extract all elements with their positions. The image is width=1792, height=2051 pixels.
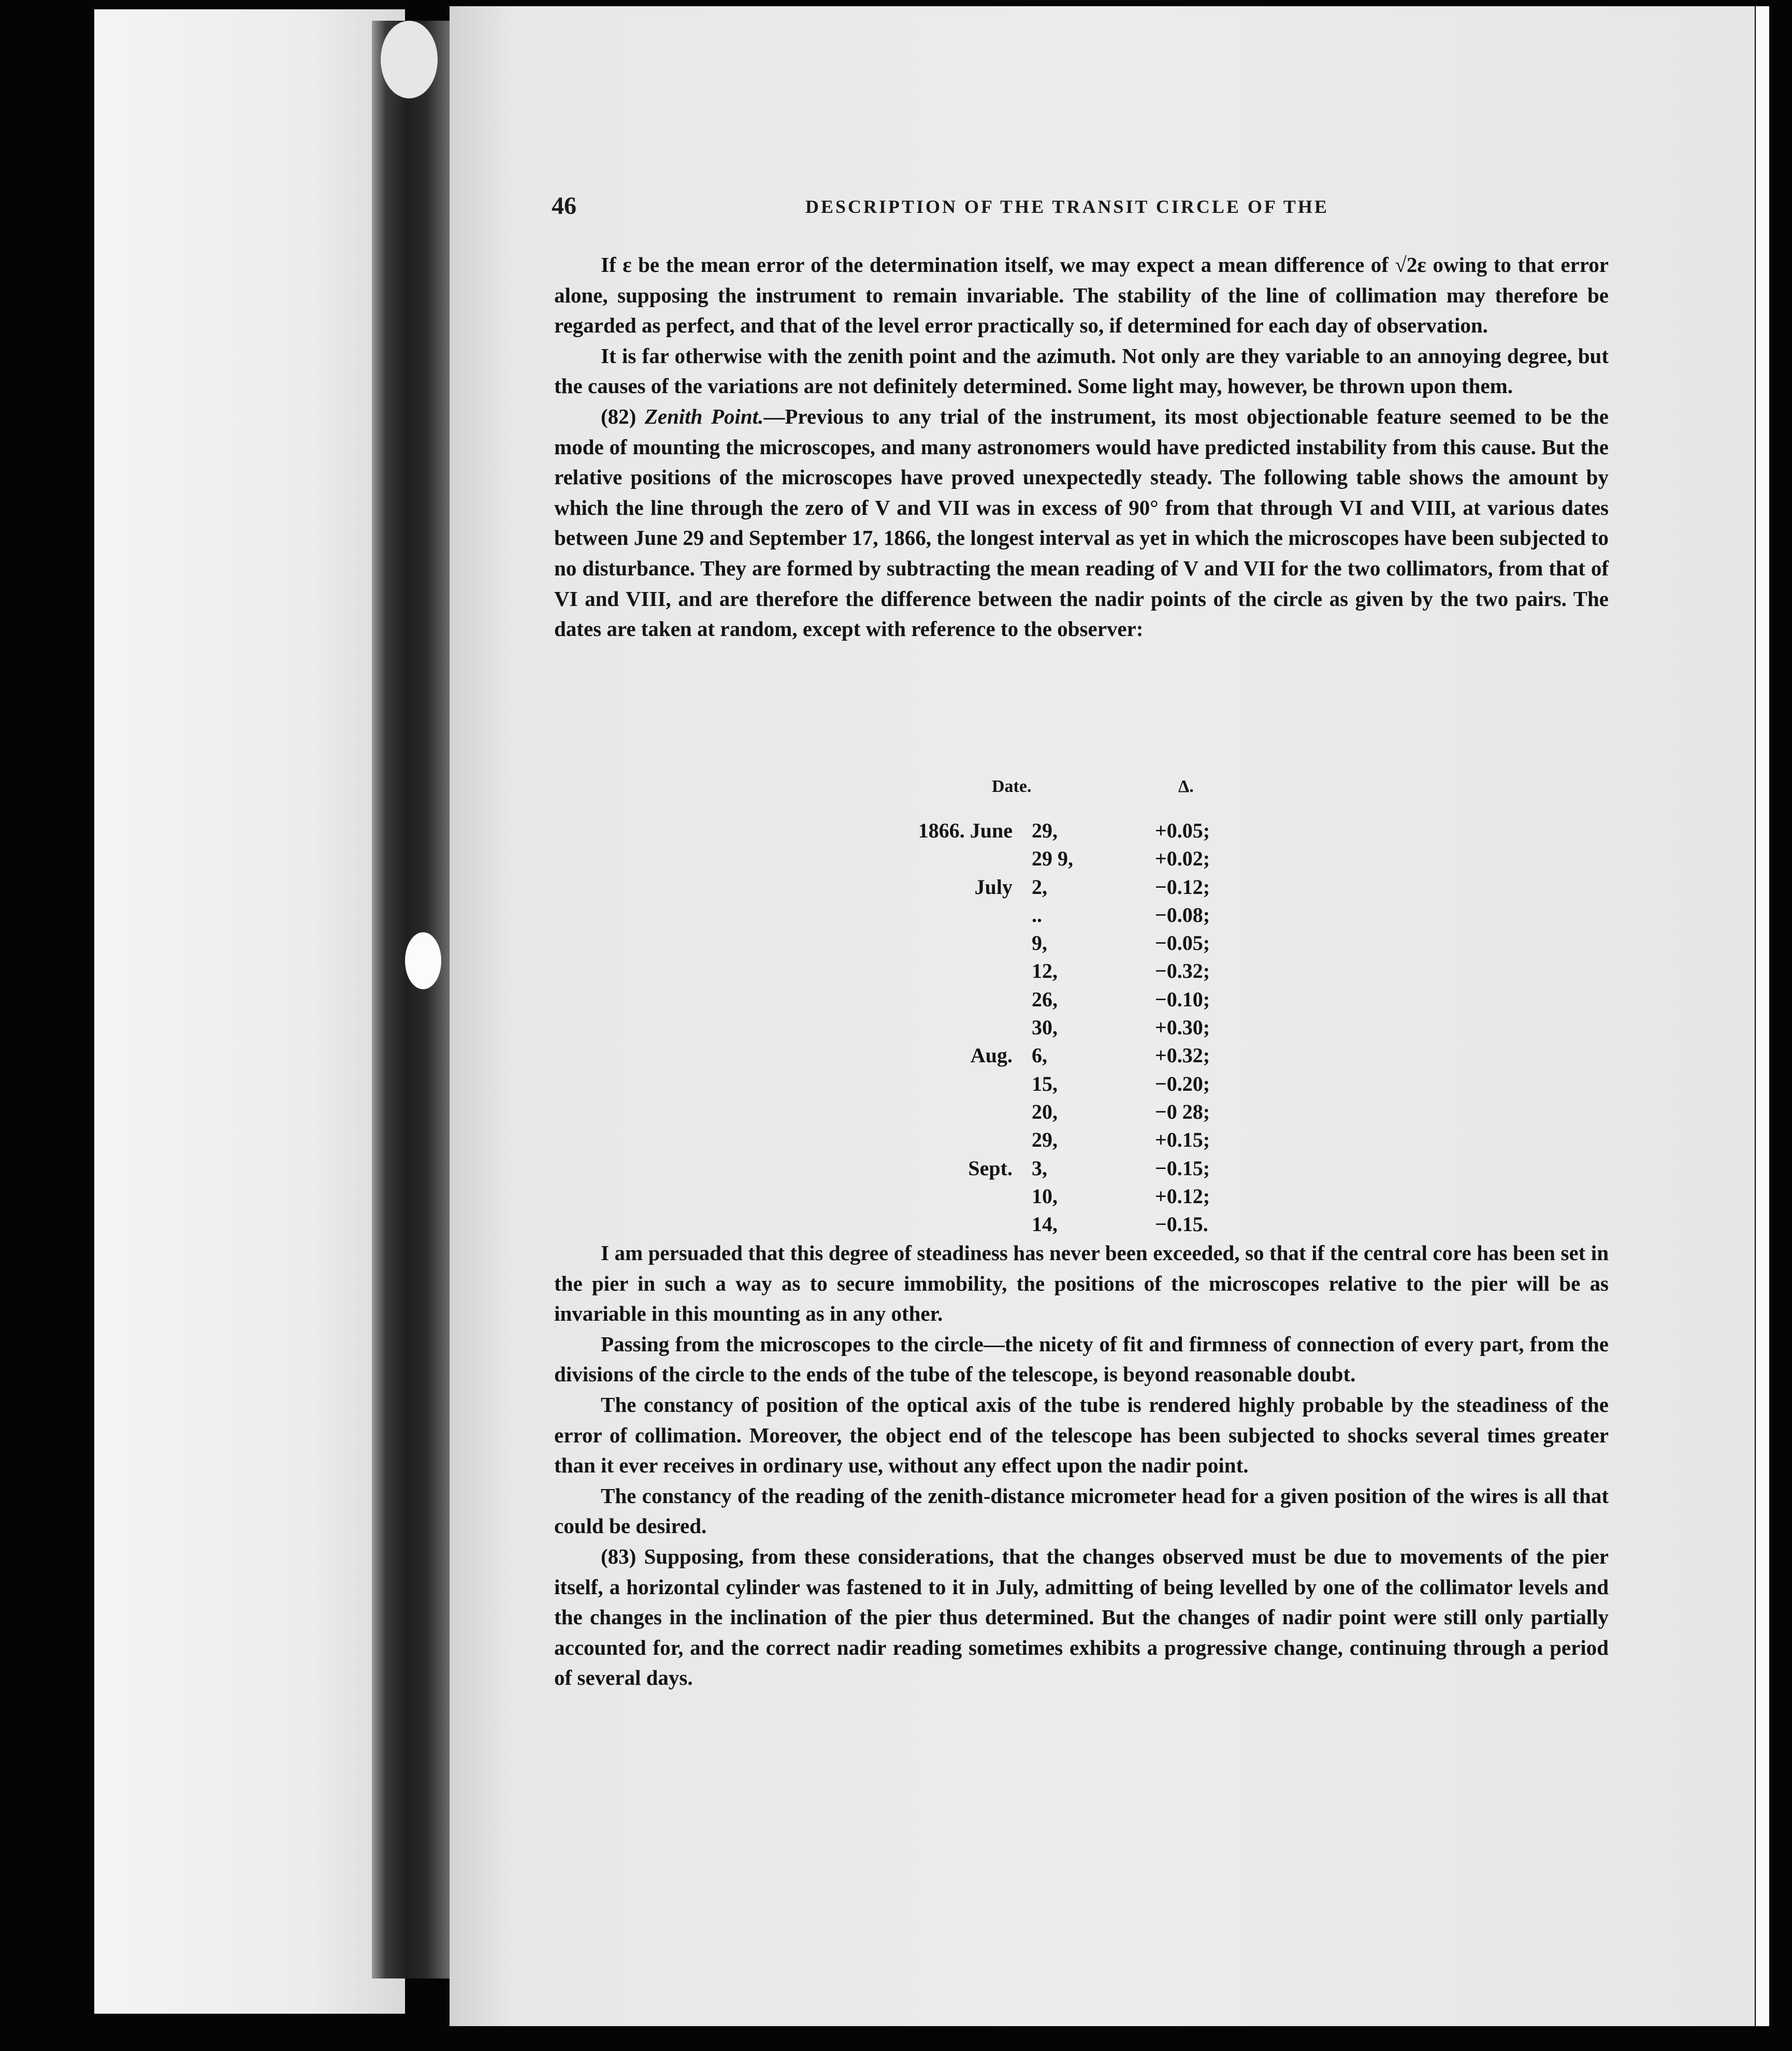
- table-row: [922, 846, 1284, 874]
- table-row: [922, 1184, 1284, 1212]
- cell-day: 14,: [1032, 1212, 1058, 1236]
- paragraph: The constancy of the reading of the zenith-distance micrometer head for a given position of the wires is all that could be desired.: [554, 1483, 1609, 1538]
- cell-delta: −0.08;: [1155, 903, 1210, 927]
- page-edge: [1756, 6, 1769, 2026]
- cell-day: 12,: [1032, 959, 1058, 983]
- cell-day: 30,: [1032, 1016, 1058, 1039]
- paragraph: If ε be the mean error of the determination itself, we may expect a mean difference of √2ε owing to that error alone, supposing the instrument to remain invariable. The stability of the line of collimation may therefore be regarded as perfect, and that of the level error practically so, if determined for each day of observation.: [554, 253, 1609, 338]
- book-binding: [372, 21, 450, 1978]
- text-block-top: [554, 250, 1609, 644]
- paragraph: Passing from the microscopes to the circle—the nicety of fit and firmness of connection of every part, from the divisions of the circle to the ends of the tube of the telescope, is beyond reasonable doubt.: [554, 1332, 1609, 1386]
- cell-delta: +0.15;: [1155, 1128, 1210, 1152]
- cell-delta: +0.32;: [1155, 1044, 1210, 1067]
- table-row: [922, 1212, 1284, 1240]
- cell-delta: +0.12;: [1155, 1184, 1210, 1208]
- table-row: [922, 1043, 1284, 1071]
- paragraph-zenith-point: [554, 401, 1609, 644]
- paragraph: It is far otherwise with the zenith point and the azimuth. Not only are they variable to an annoying degree, but the causes of the variations are not definitely determined. Some light may, however, be thrown upon them.: [554, 343, 1609, 398]
- cell-day: 20,: [1032, 1100, 1058, 1123]
- cell-day: 26,: [1032, 987, 1058, 1011]
- table-row: [922, 1015, 1284, 1043]
- section-number: (82): [601, 404, 637, 428]
- table-header: [922, 777, 1284, 818]
- paragraph: (83) Supposing, from these considerations, that the changes observed must be due to movements of the pier itself, a horizontal cylinder was fastened to it in July, admitting of being levelled by one of the collimator levels and the changes in the inclination of the pier thus determined. But the changes of nadir point were still only partially accounted for, and the correct nadir reading sometimes exhibits a progressive change, continuing through a period of several days.: [554, 1544, 1609, 1690]
- page-number: 46: [552, 192, 576, 220]
- cell-day: 29,: [1032, 1128, 1058, 1152]
- column-header-delta: Δ.: [1178, 777, 1194, 796]
- cell-day: 6,: [1032, 1044, 1047, 1067]
- table-row: [922, 1100, 1284, 1128]
- table-row: [922, 959, 1284, 987]
- cell-delta: −0 28;: [1155, 1100, 1210, 1123]
- page-header: [552, 192, 1608, 228]
- cell-delta: −0.20;: [1155, 1072, 1210, 1095]
- nadir-difference-table: [918, 777, 1284, 1240]
- table-row: [922, 903, 1284, 931]
- page-blemish: [405, 932, 441, 989]
- cell-day: 2,: [1032, 875, 1047, 899]
- facing-page: [94, 9, 405, 2014]
- cell-day: 10,: [1032, 1184, 1058, 1208]
- cell-month: Aug.: [970, 1044, 1013, 1067]
- section-heading: Zenith Point.: [644, 404, 764, 428]
- text-block-bottom: [554, 1238, 1609, 1693]
- cell-month: 1866. June: [918, 819, 1013, 842]
- cell-delta: +0.05;: [1155, 819, 1210, 842]
- cell-day: 29,: [1032, 819, 1058, 842]
- table-row: [922, 875, 1284, 903]
- cell-day: ..: [1032, 903, 1042, 927]
- cell-day: 29 9,: [1032, 847, 1073, 871]
- cell-month: Sept.: [968, 1156, 1013, 1180]
- cell-delta: −0.12;: [1155, 875, 1210, 899]
- page-blemish: [381, 21, 438, 98]
- cell-delta: −0.15;: [1155, 1156, 1210, 1180]
- cell-delta: −0.10;: [1155, 987, 1210, 1011]
- cell-delta: −0.32;: [1155, 959, 1210, 983]
- section-text: —Previous to any trial of the instrument, its most objectionable feature seemed to be the mode of mounting the microscopes, and many astronomers would have predicted instability from this cause. But the relative positions of the microscopes have proved unexpectedly steady. The following table shows the amount by which the line through the zero of V and VII was in excess of 90° from that through VI and VIII, at various dates between June 29 and September 17, 1866, the longest interval as yet in which the microscopes have been subjected to no disturbance. They are formed by subtracting the mean reading of V and VII for the two collimators, from that of VI and VIII, and are therefore the difference between the nadir points of the circle as given by the two pairs. The dates are taken at random, except with reference to the observer:: [554, 404, 1609, 641]
- cell-delta: +0.30;: [1155, 1016, 1210, 1039]
- table-row: [918, 818, 1284, 846]
- paragraph: I am persuaded that this degree of steadiness has never been exceeded, so that if the central core has been set in the pier in such a way as to secure immobility, the positions of the microscopes relative to the pier will be as invariable in this mounting as in any other.: [554, 1241, 1609, 1326]
- table-body: [918, 818, 1284, 1240]
- column-header-date: Date.: [992, 777, 1032, 796]
- cell-day: 3,: [1032, 1156, 1047, 1180]
- cell-month: July: [974, 875, 1013, 899]
- table-row: [922, 1128, 1284, 1156]
- cell-delta: +0.02;: [1155, 847, 1210, 871]
- cell-delta: −0.05;: [1155, 931, 1210, 955]
- table-row: [922, 1156, 1284, 1184]
- cell-day: 9,: [1032, 931, 1047, 955]
- running-head: DESCRIPTION OF THE TRANSIT CIRCLE OF THE: [805, 196, 1329, 217]
- table-row: [922, 931, 1284, 959]
- cell-day: 15,: [1032, 1072, 1058, 1095]
- table-row: [922, 987, 1284, 1015]
- cell-delta: −0.15.: [1155, 1212, 1208, 1236]
- table-row: [922, 1072, 1284, 1100]
- paragraph: The constancy of position of the optical axis of the tube is rendered highly probable by the steadiness of the error of collimation. Moreover, the object end of the telescope has been subjected to shocks several times greater than it ever receives in ordinary use, without any effect upon the nadir point.: [554, 1392, 1609, 1478]
